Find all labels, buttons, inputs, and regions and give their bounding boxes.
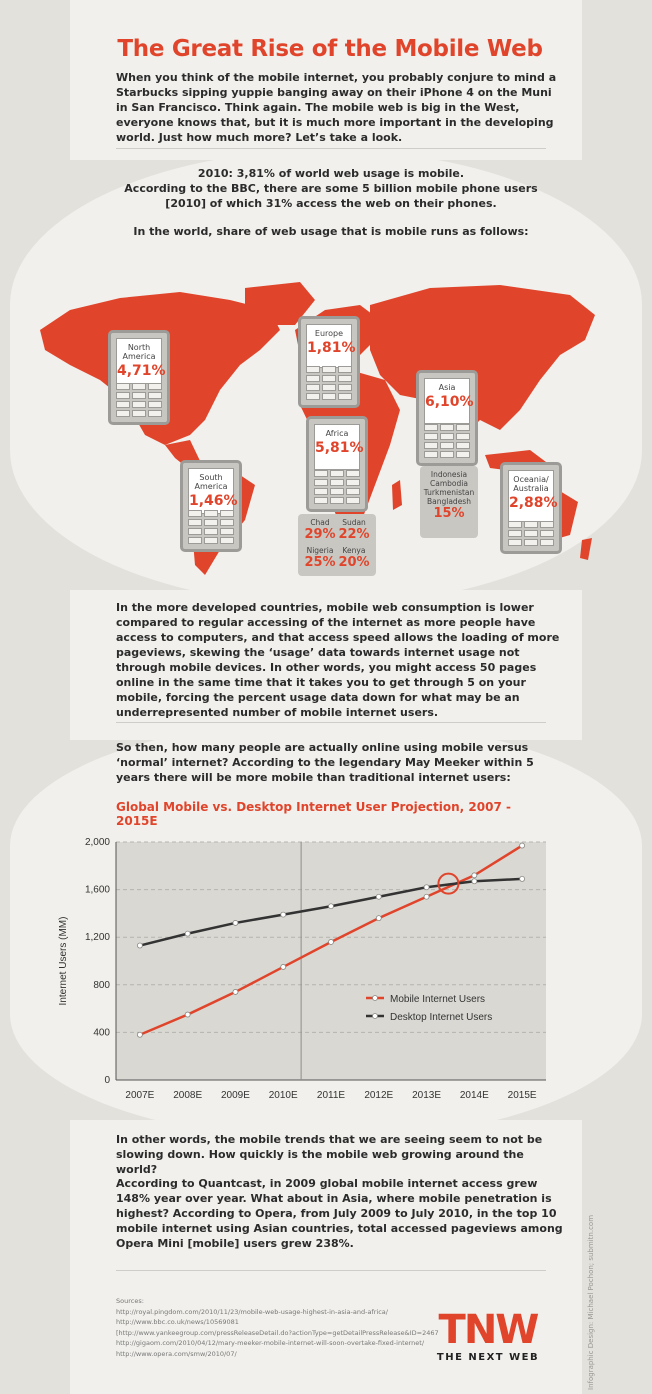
logo-mark: TNW bbox=[438, 1307, 538, 1353]
x-tick-label: 2011E bbox=[316, 1090, 346, 1101]
region-value-oceania: 2,88% bbox=[509, 495, 558, 511]
how-many-paragraph: So then, how many people are actually online using mobile versus ‘normal’ internet? According to the legendary May Meeker within 5 years there will be more mobile than traditional internet users: bbox=[116, 741, 534, 784]
madagascar-shape bbox=[392, 480, 402, 510]
country-name: Bangladesh bbox=[427, 497, 471, 506]
country-value: 20% bbox=[338, 555, 370, 570]
x-tick-label: 2015E bbox=[507, 1090, 537, 1101]
developed-countries-paragraph: In the more developed countries, mobile web consumption is lower compared to regular accessing of the internet as more people have access to computers, and that access speed allows the loading of more pageviews, skewing the ‘usage’ data towards internet usage not through mobile devices. In other words, you might access 50 pages online in the same time that it takes you to get through 5 on your mobile, forcing the percent usage data down for what may be an underrepresented number of mobile internet users. bbox=[116, 601, 560, 719]
logo-text: THE NEXT WEB bbox=[436, 1352, 540, 1363]
y-axis-label: Internet Users (MM) bbox=[58, 916, 69, 1006]
legend-label: Mobile Internet Users bbox=[390, 994, 486, 1005]
data-point bbox=[137, 1032, 142, 1037]
country-value: 25% bbox=[304, 555, 336, 570]
phone-oceania bbox=[500, 462, 562, 554]
divider bbox=[116, 1270, 546, 1271]
y-tick-label: 1,200 bbox=[84, 932, 110, 944]
africa-countries-box bbox=[298, 514, 376, 576]
legend-marker bbox=[373, 1014, 378, 1019]
data-point bbox=[281, 912, 286, 917]
data-point bbox=[472, 879, 477, 884]
tnw-logo bbox=[428, 1307, 548, 1363]
x-tick-label: 2009E bbox=[220, 1090, 250, 1101]
region-value-north-america: 4,71% bbox=[117, 363, 166, 379]
share-intro: In the world, share of web usage that is mobile runs as follows: bbox=[133, 225, 529, 238]
data-point bbox=[281, 964, 286, 969]
country-name: Indonesia bbox=[430, 470, 468, 479]
divider bbox=[116, 148, 546, 149]
page-title: The Great Rise of the Mobile Web bbox=[117, 36, 543, 62]
data-point bbox=[329, 939, 334, 944]
x-tick-label: 2007E bbox=[125, 1090, 155, 1101]
country-name: Chad bbox=[310, 518, 330, 527]
country-name: Sudan bbox=[342, 518, 366, 527]
new-zealand-shape bbox=[580, 538, 592, 560]
country-value: 29% bbox=[304, 527, 336, 542]
stat-line-1: 2010: 3,81% of world web usage is mobile. bbox=[197, 167, 465, 180]
y-tick-label: 1,600 bbox=[84, 884, 110, 896]
country-name: Kenya bbox=[342, 546, 366, 555]
quantcast-paragraph: According to Quantcast, in 2009 global mobile internet access grew 148% year over year. What about in Asia, where mobile penetration is highest? According to Opera, from July 2009 to July 2010, in the top 10 mobile internet using Asian countries, total accessed pageviews among Opera Mini [mobile] users grew 238%. bbox=[116, 1177, 563, 1250]
region-name-europe: Europe bbox=[314, 329, 344, 338]
projection-chart bbox=[50, 826, 560, 1112]
intro-paragraph: When you think of the mobile internet, you probably conjure to mind a Starbucks sipping yuppie banging away on their iPhone 4 on the Muni in San Francisco. Think again. The mobile web is big in the West, everyone knows that, but it is much more important in the developing world. Just how much more? Let’s take a look. bbox=[116, 71, 557, 144]
country-value: 15% bbox=[433, 506, 465, 521]
phone-africa bbox=[306, 416, 368, 512]
design-credit: Infographic Design: Michael Pochon; submitn.com bbox=[587, 1214, 595, 1390]
x-tick-label: 2013E bbox=[412, 1090, 442, 1101]
region-value-africa: 5,81% bbox=[315, 440, 364, 456]
region-name-north-america: North America bbox=[122, 343, 156, 361]
data-point bbox=[233, 920, 238, 925]
data-point bbox=[520, 876, 525, 881]
divider bbox=[116, 722, 546, 723]
source-link[interactable]: http://royal.pingdom.com/2010/11/23/mobile-web-usage-highest-in-asia-and-africa/ bbox=[116, 1307, 388, 1316]
phone-south-america bbox=[180, 460, 242, 552]
region-value-asia: 6,10% bbox=[425, 394, 474, 410]
asia-countries-box bbox=[420, 466, 478, 538]
data-point bbox=[137, 943, 142, 948]
data-point bbox=[424, 894, 429, 899]
keypad bbox=[424, 424, 470, 458]
country-name: Turkmenistan bbox=[423, 488, 475, 497]
data-point bbox=[376, 894, 381, 899]
keypad bbox=[306, 366, 352, 400]
keypad bbox=[188, 510, 234, 544]
y-tick-label: 800 bbox=[93, 979, 110, 991]
source-link[interactable]: http://www.bbc.co.uk/news/10569081 bbox=[116, 1318, 239, 1326]
region-name-south-america: South America bbox=[194, 473, 228, 491]
source-link[interactable]: [http://www.yankeegroup.com/pressReleaseDetail.do?actionType=getDetailPressRelease&ID=2467 bbox=[116, 1328, 439, 1337]
phone-north-america bbox=[108, 330, 170, 425]
source-link[interactable]: http://gigaom.com/2010/04/12/mary-meeker-mobile-internet-will-soon-overtake-fixed-internet/ bbox=[116, 1339, 425, 1347]
data-point bbox=[185, 1012, 190, 1017]
data-point bbox=[376, 916, 381, 921]
x-tick-label: 2010E bbox=[268, 1090, 298, 1101]
source-link[interactable]: http://www.opera.com/smw/2010/07/ bbox=[116, 1349, 237, 1358]
data-point bbox=[233, 989, 238, 994]
y-tick-label: 400 bbox=[93, 1027, 110, 1039]
phone-europe bbox=[298, 316, 360, 408]
legend-marker bbox=[373, 996, 378, 1001]
region-value-europe: 1,81% bbox=[307, 340, 356, 356]
asia-shape bbox=[370, 285, 595, 440]
sources-label: Sources: bbox=[116, 1297, 144, 1305]
data-point bbox=[520, 843, 525, 848]
sources bbox=[116, 1296, 446, 1359]
phone-asia bbox=[416, 370, 478, 466]
x-tick-label: 2014E bbox=[459, 1090, 489, 1101]
keypad bbox=[314, 470, 360, 504]
region-name-oceania: Oceania/ Australia bbox=[513, 475, 549, 493]
region-name-asia: Asia bbox=[438, 383, 456, 392]
country-value: 22% bbox=[338, 527, 370, 542]
y-tick-label: 0 bbox=[104, 1075, 110, 1086]
keypad bbox=[116, 383, 162, 417]
region-value-south-america: 1,46% bbox=[189, 493, 238, 509]
data-point bbox=[329, 904, 334, 909]
data-point bbox=[472, 873, 477, 878]
x-tick-label: 2008E bbox=[173, 1090, 203, 1101]
region-name-africa: Africa bbox=[325, 429, 349, 438]
data-point bbox=[185, 931, 190, 936]
data-point bbox=[424, 885, 429, 890]
legend-label: Desktop Internet Users bbox=[390, 1012, 493, 1023]
country-name: Nigeria bbox=[306, 546, 334, 555]
country-name: Cambodia bbox=[430, 479, 468, 488]
other-words-paragraph: In other words, the mobile trends that we are seeing seem to not be slowing down. How quickly is the mobile web growing around the world? bbox=[116, 1133, 543, 1176]
x-tick-label: 2012E bbox=[364, 1090, 394, 1101]
plot-area bbox=[116, 842, 546, 1080]
keypad bbox=[508, 521, 554, 546]
y-tick-label: 2,000 bbox=[84, 837, 110, 848]
chart-title: Global Mobile vs. Desktop Internet User Projection, 2007 - 2015E bbox=[116, 800, 511, 828]
stat-line-2: According to the BBC, there are some 5 billion mobile phone users [2010] of which 31% access the web on their phones. bbox=[124, 182, 538, 210]
